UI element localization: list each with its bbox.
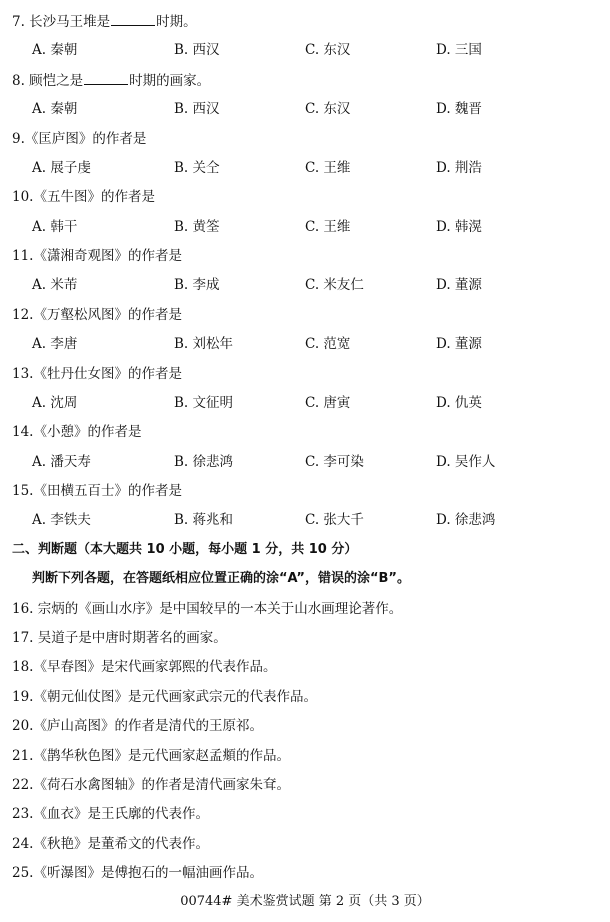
option: C. 李可染 [305,454,364,470]
question-stem: 7. 长沙马王堆是 时期。 [12,14,197,30]
judge-question: 25.《听瀑图》是傅抱石的一幅油画作品。 [12,865,263,881]
option: D. 韩滉 [436,219,482,235]
option: D. 魏晋 [436,101,482,117]
question-stem: 13.《牡丹仕女图》的作者是 [12,366,182,382]
option: B. 黄筌 [174,219,220,235]
option: B. 刘松年 [174,336,234,352]
option: D. 徐悲鸿 [436,512,496,528]
option: B. 西汉 [174,101,220,117]
option: B. 蒋兆和 [174,512,234,528]
judge-question: 23.《血衣》是王氏廓的代表作。 [12,806,209,822]
option: A. 米芾 [32,277,78,293]
option: A. 沈周 [32,395,78,411]
question-stem: 9.《匡庐图》的作者是 [12,131,147,147]
option: A. 秦朝 [32,42,78,58]
option: B. 文征明 [174,395,234,411]
option: C. 唐寅 [305,395,351,411]
option: B. 关仝 [174,160,220,176]
question-stem: 8. 顾恺之是 时期的画家。 [12,73,211,89]
judge-question: 20.《庐山高图》的作者是清代的王原祁。 [12,718,263,734]
answer-blank [84,71,128,85]
option: A. 李铁夫 [32,512,91,528]
section-heading: 二、判断题（本大题共 10 小题，每小题 1 分，共 10 分） [12,542,358,557]
option: D. 董源 [436,336,482,352]
option: B. 西汉 [174,42,220,58]
question-stem: 15.《田横五百士》的作者是 [12,483,182,499]
option: C. 范宽 [305,336,351,352]
option: C. 王维 [305,160,351,176]
option: D. 仇英 [436,395,482,411]
judge-question: 22.《荷石水禽图轴》的作者是清代画家朱耷。 [12,777,290,793]
judge-question: 19.《朝元仙仗图》是元代画家武宗元的代表作品。 [12,689,317,705]
judge-question: 16. 宗炳的《画山水序》是中国较早的一本关于山水画理论著作。 [12,601,403,617]
option: A. 韩干 [32,219,78,235]
page-footer: 00744# 美术鉴赏试题 第 2 页（共 3 页） [180,894,430,909]
judge-question: 24.《秋艳》是董希文的代表作。 [12,836,209,852]
option: C. 东汉 [305,42,351,58]
option: A. 李唐 [32,336,78,352]
option: D. 董源 [436,277,482,293]
option: C. 张大千 [305,512,364,528]
question-stem: 10.《五牛图》的作者是 [12,189,155,205]
option: A. 潘天寿 [32,454,91,470]
judge-question: 21.《鹊华秋色图》是元代画家赵孟頫的作品。 [12,748,290,764]
section-instruction: 判断下列各题，在答题纸相应位置正确的涂“A”，错误的涂“B”。 [32,571,410,586]
option: A. 展子虔 [32,160,91,176]
judge-question: 18.《早春图》是宋代画家郭熙的代表作品。 [12,659,277,675]
option: C. 米友仁 [305,277,364,293]
option: D. 荆浩 [436,160,482,176]
option: B. 徐悲鸿 [174,454,234,470]
answer-blank [111,12,155,26]
question-stem: 11.《潇湘奇观图》的作者是 [12,248,182,264]
option: C. 东汉 [305,101,351,117]
option: B. 李成 [174,277,220,293]
question-stem: 14.《小憩》的作者是 [12,424,142,440]
option: C. 王维 [305,219,351,235]
question-stem: 12.《万壑松风图》的作者是 [12,307,182,323]
option: D. 三国 [436,42,482,58]
option: A. 秦朝 [32,101,78,117]
judge-question: 17. 吴道子是中唐时期著名的画家。 [12,630,227,646]
option: D. 吴作人 [436,454,496,470]
